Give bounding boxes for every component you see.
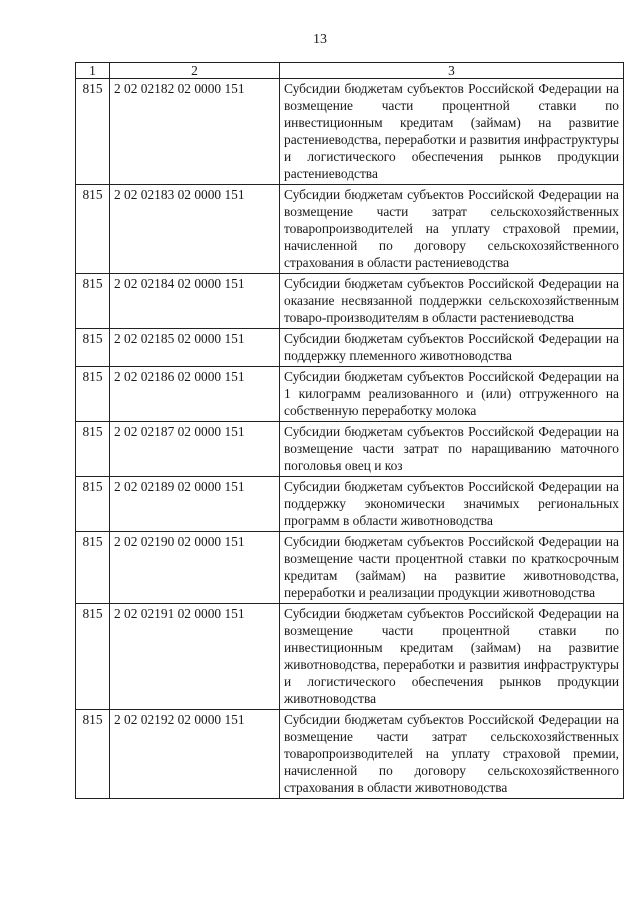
table-row bbox=[76, 710, 624, 799]
table-row bbox=[76, 329, 624, 367]
income-name-cell: Субсидии бюджетам субъектов Российской Федерации на поддержку экономически значимых региональных программ в области животноводства bbox=[280, 477, 624, 532]
income-name-cell: Субсидии бюджетам субъектов Российской Федерации на 1 килограмм реализованного и (или) отгруженного на собственную переработку молока bbox=[280, 367, 624, 422]
budget-code-cell: 2 02 02191 02 0000 151 bbox=[110, 604, 280, 710]
admin-code-cell: 815 bbox=[76, 185, 110, 274]
table-header-row bbox=[76, 63, 624, 79]
admin-code-cell: 815 bbox=[76, 79, 110, 185]
admin-code-cell: 815 bbox=[76, 274, 110, 329]
budget-code-cell: 2 02 02186 02 0000 151 bbox=[110, 367, 280, 422]
table-row bbox=[76, 367, 624, 422]
table-row bbox=[76, 79, 624, 185]
income-name-cell: Субсидии бюджетам субъектов Российской Федерации на возмещение части затрат сельскохозяйственных товаропроизводителей на уплату страховой премии, начисленной по договору сельскохозяйственного страхования в области растениеводства bbox=[280, 185, 624, 274]
admin-code-cell: 815 bbox=[76, 710, 110, 799]
admin-code-cell: 815 bbox=[76, 329, 110, 367]
income-name-cell: Субсидии бюджетам субъектов Российской Федерации на возмещение части затрат сельскохозяйственных товаропроизводителей на уплату страховой премии, начисленной по договору сельскохозяйственного страхования в области животноводства bbox=[280, 710, 624, 799]
income-name-cell: Субсидии бюджетам субъектов Российской Федерации на возмещение части процентной ставки по инвестиционным кредитам (займам) на развитие растениеводства, переработки и развития инфраструктуры и логистического обеспечения рынков продукции растениеводства bbox=[280, 79, 624, 185]
admin-code-cell: 815 bbox=[76, 422, 110, 477]
income-name-cell: Субсидии бюджетам субъектов Российской Федерации на поддержку племенного животноводства bbox=[280, 329, 624, 367]
table-row bbox=[76, 185, 624, 274]
table-row bbox=[76, 477, 624, 532]
income-name-cell: Субсидии бюджетам субъектов Российской Федерации на возмещение части процентной ставки по инвестиционным кредитам (займам) на развитие животноводства, переработки и развития инфраструктуры и логистического обеспечения рынков продукции животноводства bbox=[280, 604, 624, 710]
admin-code-cell: 815 bbox=[76, 367, 110, 422]
admin-code-cell: 815 bbox=[76, 604, 110, 710]
column-header-3: 3 bbox=[280, 63, 624, 79]
column-header-2: 2 bbox=[110, 63, 280, 79]
table-row bbox=[76, 532, 624, 604]
table-row bbox=[76, 422, 624, 477]
column-header-1: 1 bbox=[76, 63, 110, 79]
budget-code-cell: 2 02 02190 02 0000 151 bbox=[110, 532, 280, 604]
budget-code-cell: 2 02 02183 02 0000 151 bbox=[110, 185, 280, 274]
page-number: 13 bbox=[313, 32, 327, 47]
income-name-cell: Субсидии бюджетам субъектов Российской Федерации на возмещение части затрат по наращиванию маточного поголовья овец и коз bbox=[280, 422, 624, 477]
table-row bbox=[76, 274, 624, 329]
budget-code-cell: 2 02 02184 02 0000 151 bbox=[110, 274, 280, 329]
budget-code-cell: 2 02 02192 02 0000 151 bbox=[110, 710, 280, 799]
budget-code-cell: 2 02 02182 02 0000 151 bbox=[110, 79, 280, 185]
budget-code-cell: 2 02 02185 02 0000 151 bbox=[110, 329, 280, 367]
admin-code-cell: 815 bbox=[76, 532, 110, 604]
budget-code-cell: 2 02 02187 02 0000 151 bbox=[110, 422, 280, 477]
budget-classification-table bbox=[75, 62, 624, 799]
income-name-cell: Субсидии бюджетам субъектов Российской Федерации на возмещение части процентной ставки по краткосрочным кредитам (займам) на развитие животноводства, переработки и реализации продукции животноводства bbox=[280, 532, 624, 604]
admin-code-cell: 815 bbox=[76, 477, 110, 532]
table-row bbox=[76, 604, 624, 710]
income-name-cell: Субсидии бюджетам субъектов Российской Федерации на оказание несвязанной поддержки сельскохозяйственным товаро-производителям в области растениеводства bbox=[280, 274, 624, 329]
budget-code-cell: 2 02 02189 02 0000 151 bbox=[110, 477, 280, 532]
